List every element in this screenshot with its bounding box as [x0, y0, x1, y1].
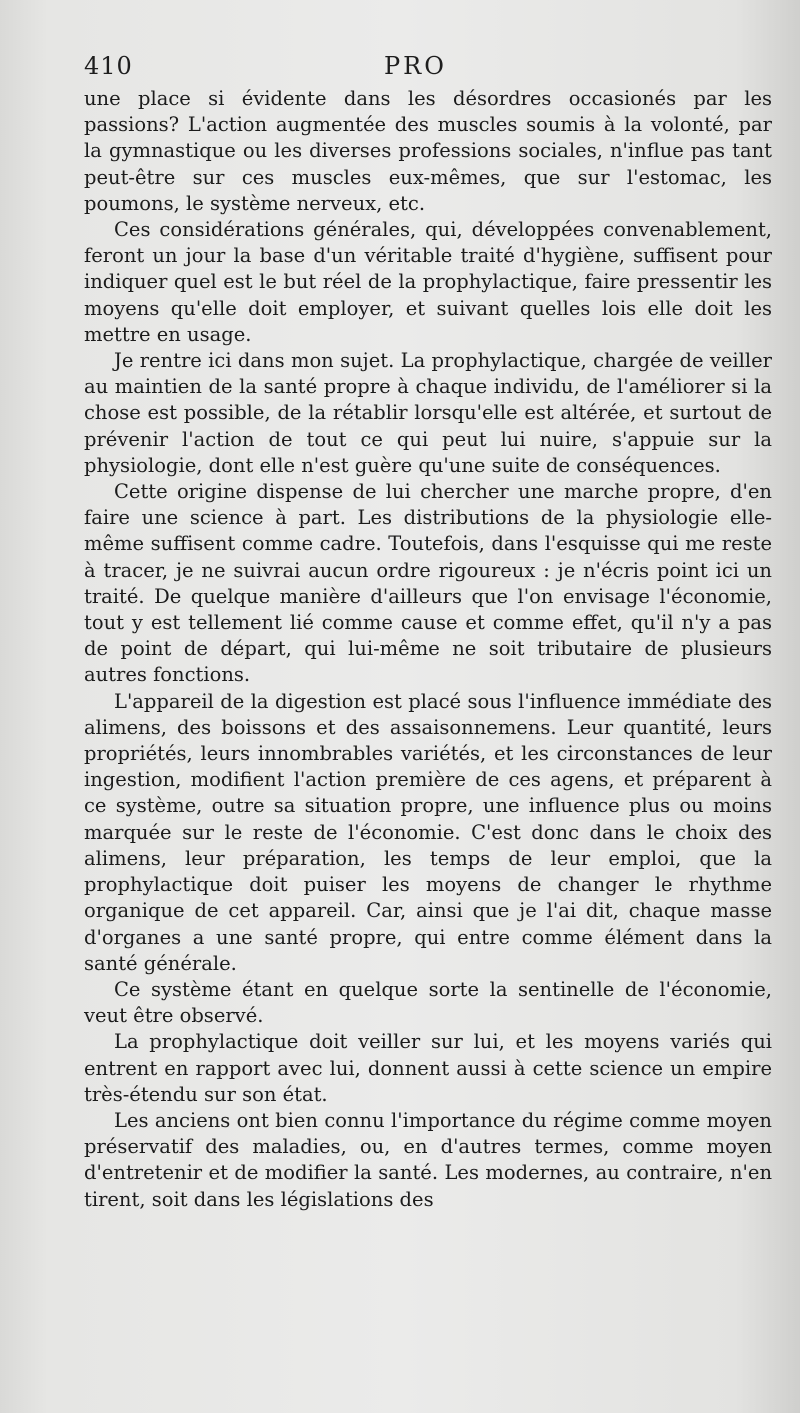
paragraph-5: L'appareil de la digestion est placé sous l'influence immédiate des alimens, des boissons et des assaisonnemens. Leur quantité, leurs propriétés, leurs innombrables variétés, et les circonstances de leur ingestion, modifient l'action première de ces agens, et préparent à ce système, outre sa situation propre, une influence plus ou moins marquée sur le reste de l'économie. C'est donc dans le choix des alimens, leur préparation, les temps de leur emploi, que la prophylactique doit puiser les moyens de changer le rhythme organique de cet appareil. Car, ainsi que je l'ai dit, chaque masse d'organes a une santé propre, qui entre comme élément dans la santé générale.	[84, 689, 772, 975]
paragraph-3: Je rentre ici dans mon sujet. La prophylactique, chargée de veiller au maintien de la santé propre à chaque individu, de l'améliorer si la chose est possible, de la rétablir lorsqu'elle est altérée, et surtout de prévenir l'action de tout ce qui peut lui nuire, s'appuie sur la physiologie, dont elle n'est guère qu'une suite de conséquences.	[84, 349, 772, 477]
paragraph-1: une place si évidente dans les désordres occasionés par les passions? L'action augmentée des muscles soumis à la volonté, par la gymnastique ou les diverses professions sociales, n'influe pas tant peut-être sur ces muscles eux-mêmes, que sur l'estomac, les poumons, le système nerveux, etc.	[84, 87, 772, 215]
body-text	[84, 86, 772, 1213]
paragraph-8: Les anciens ont bien connu l'importance du régime comme moyen préservatif des maladies, ou, en d'autres termes, comme moyen d'entretenir et de modifier la santé. Les modernes, au contraire, n'en tirent, soit dans les législations des	[84, 1108, 772, 1211]
page-header	[84, 52, 750, 86]
page-number: 410	[84, 52, 133, 80]
paragraph-6: Ce système étant en quelque sorte la sentinelle de l'économie, veut être observé.	[84, 977, 772, 1028]
paragraph-4: Cette origine dispense de lui chercher une marche propre, d'en faire une science à part. Les distributions de la physiologie elle-même suffisent comme cadre. Toutefois, dans l'esquisse qui me reste à tracer, je ne suivrai aucun ordre rigoureux : je n'écris point ici un traité. De quelque manière d'ailleurs que l'on envisage l'économie, tout y est tellement lié comme cause et comme effet, qu'il n'y a pas de point de départ, qui lui-même ne soit tributaire de plusieurs autres fonctions.	[84, 480, 772, 687]
paragraph-7: La prophylactique doit veiller sur lui, et les moyens variés qui entrent en rapport avec lui, donnent aussi à cette science un empire très-étendu sur son état.	[84, 1030, 772, 1106]
running-head: PRO	[384, 52, 447, 80]
paragraph-2: Ces considérations générales, qui, développées convenablement, feront un jour la base d'un véritable traité d'hygiène, suffisent pour indiquer quel est le but réel de la prophylactique, faire pressentir les moyens qu'elle doit employer, et suivant quelles lois elle doit les mettre en usage.	[84, 218, 772, 346]
